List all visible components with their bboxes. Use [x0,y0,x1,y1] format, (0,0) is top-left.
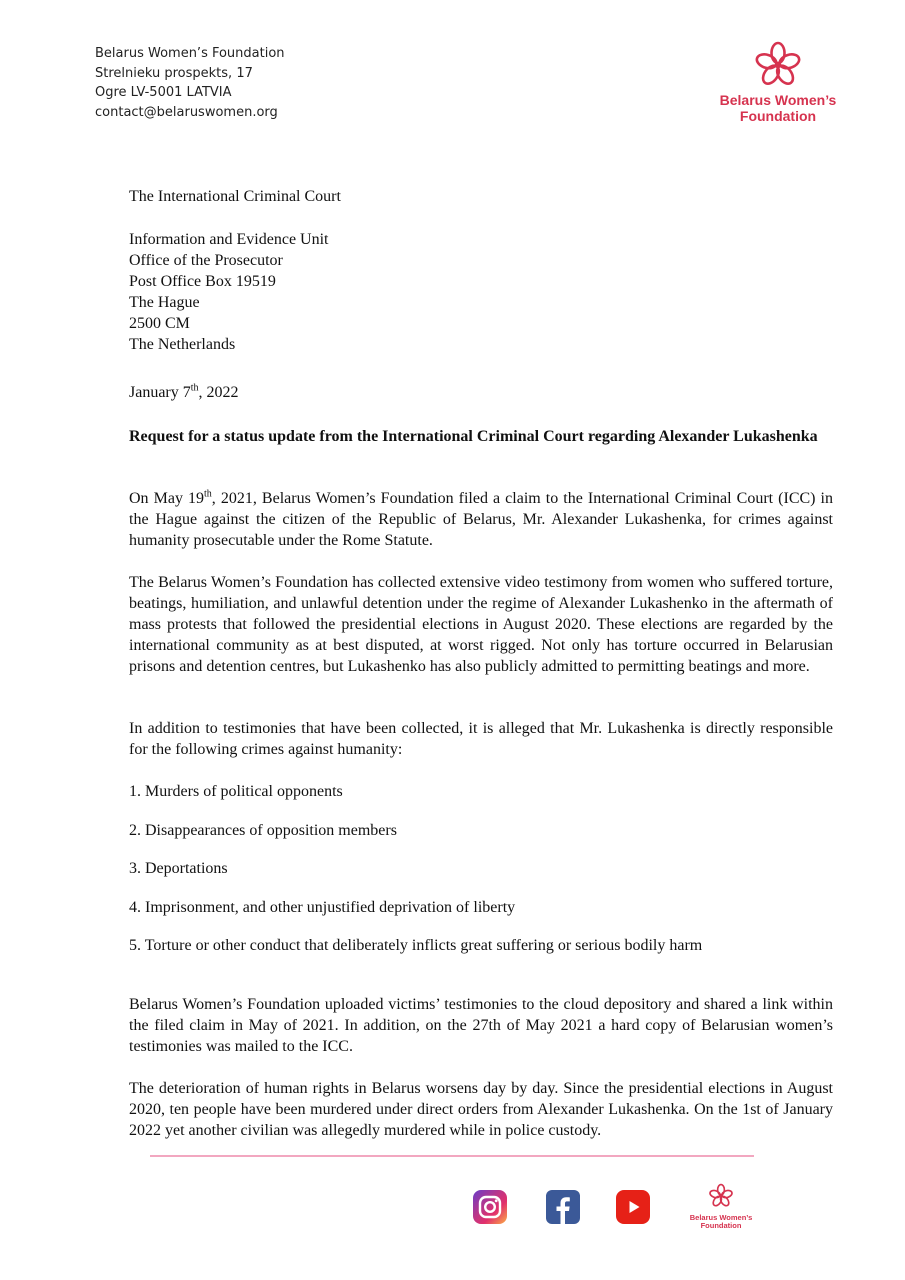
recipient-address-line: Information and Evidence Unit [129,231,329,248]
paragraph-claim [129,488,833,551]
paragraph-allegations: In addition to testimonies that have been collected, it is alleged that Mr. Lukashenka is directly responsible for the following crimes against humanity: [129,720,833,758]
list-item: 5. Torture or other conduct that deliberately inflicts great suffering or serious bodily harm [129,937,703,954]
recipient-address-line: The Netherlands [129,336,236,353]
footer-logo [686,1183,756,1230]
list-item: 2. Disappearances of opposition members [129,822,397,839]
date-year: , 2022 [198,384,239,401]
logo-line-2: Foundation [739,108,817,124]
letter-date [129,382,239,403]
recipient-address-line: 2500 CM [129,315,190,332]
list-item: 3. Deportations [129,860,228,877]
facebook-icon[interactable] [546,1190,580,1224]
sender-email: contact@belaruswomen.org [95,104,278,120]
letter-subject: Request for a status update from the International Criminal Court regarding Alexander Lukashenka [129,428,818,445]
flower-logo-icon [753,40,803,90]
sender-address [95,44,285,122]
logo-line-1: Belarus Women’s [719,92,837,108]
date-month-day: January 7 [129,384,191,401]
recipient-address-line: Office of the Prosecutor [129,252,283,269]
instagram-icon[interactable] [473,1190,507,1224]
recipient-address-line: Post Office Box 19519 [129,273,276,290]
recipient-court: The International Criminal Court [129,188,341,205]
p1-rest: , 2021, Belarus Women’s Foundation filed a claim to the International Criminal Court (ICC) in the Hague against the citizen of the Republic of Belarus, Mr. Alexander Lukashenka, for crimes against humanity prosecutable under the Rome Statute. [129,490,833,549]
sender-name: Belarus Women’s Foundation [95,46,285,61]
recipient-address-line: The Hague [129,294,200,311]
list-item: 4. Imprisonment, and other unjustified deprivation of liberty [129,899,516,916]
foundation-logo [708,40,848,124]
sender-city: Ogre LV-5001 LATVIA [95,85,232,100]
list-item: 1. Murders of political opponents [129,783,343,800]
paragraph-deterioration: The deterioration of human rights in Belarus worsens day by day. Since the presidential elections in August 2020, ten people have been murdered under direct orders from Alexander Lukashenka. On the 1st of January 2022 yet another civilian was allegedly murdered while in police custody. [129,1080,833,1139]
flower-logo-icon [708,1183,734,1209]
p1-suffix: th [204,488,212,500]
paragraph-uploads: Belarus Women’s Foundation uploaded victims’ testimonies to the cloud depository and shared a link within the filed claim in May of 2021. In addition, on the 27th of May 2021 a hard copy of Belarusian women’s testimonies was mailed to the ICC. [129,996,833,1055]
date-suffix: th [190,382,199,394]
youtube-icon[interactable] [616,1190,650,1224]
footer-logo-line-2: Foundation [700,1221,742,1230]
p1-start: On May 19 [129,490,205,507]
footer-divider [150,1155,754,1157]
sender-street: Strelnieku prospekts, 17 [95,65,253,81]
paragraph-testimony: The Belarus Women’s Foundation has collected extensive video testimony from women who suffered torture, beatings, humiliation, and unlawful detention under the regime of Alexander Lukashenko in the aftermath of mass protests that followed the presidential elections in August 2020. These elections are regarded by the international community as at best disputed, at worst rigged. Not only has torture occurred in Belarusian prisons and detention centres, but Lukashenko has also publicly admitted to permitting beatings and more. [129,574,833,675]
footer-logo-line-1: Belarus Women’s [689,1213,753,1222]
